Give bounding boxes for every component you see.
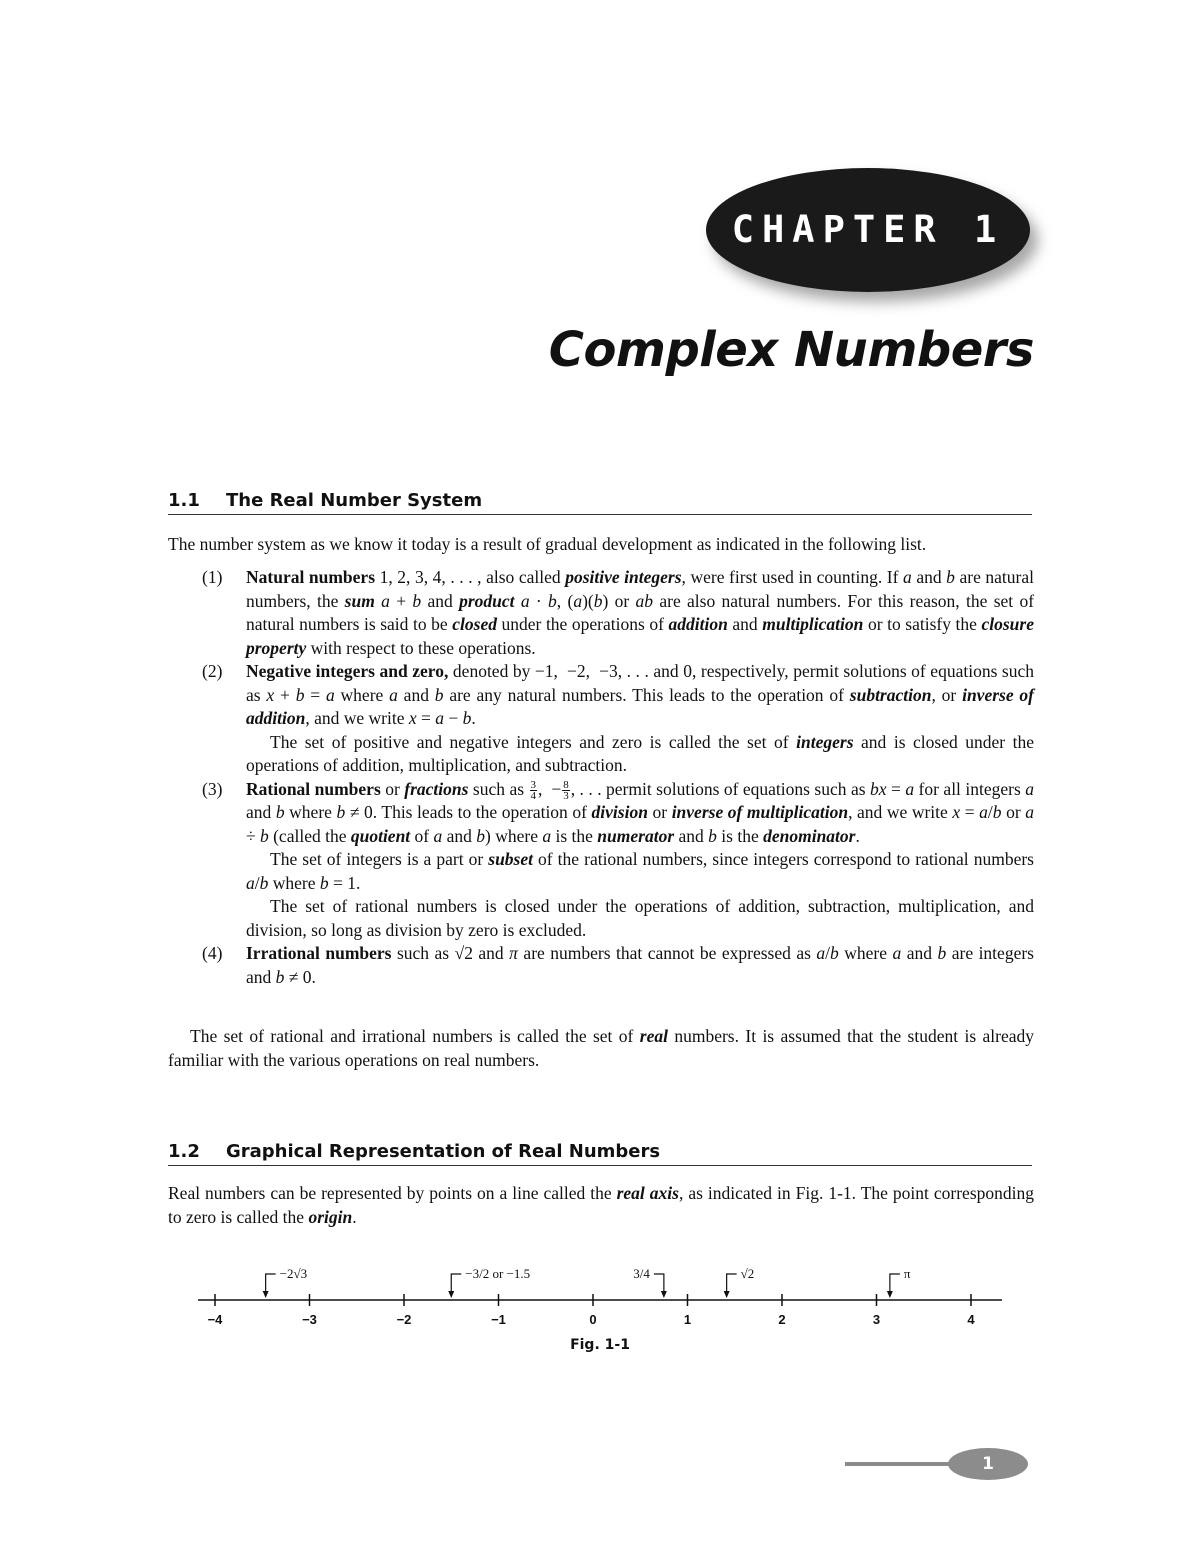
point-leader	[727, 1274, 737, 1292]
list-item-text: or fractions such as $\frac{3}{4}$ , − $\frac{8}{3}$ , . . . permit solutions of equations such as bx = a for all integers a and b where b ≠ 0. This leads to the operation of division or inverse of multiplication, and we write x = a/b or a ÷ b (called the quotient of a and b) where a is the numerator and b is the denominator.	[246, 778, 1035, 846]
list-item	[168, 566, 1034, 660]
chapter-badge	[706, 168, 1030, 292]
point-arrow	[263, 1291, 269, 1298]
section-1-1-heading	[168, 490, 1032, 515]
section-title: Graphical Representation of Real Numbers	[226, 1141, 661, 1162]
list-subparagraph: The set of rational numbers is closed under the operations of addition, subtraction, multiplication, and division, so long as division by zero is excluded.	[246, 896, 1034, 940]
point-label: π	[903, 1266, 911, 1281]
point-arrow	[661, 1291, 667, 1298]
tick-label: −2	[396, 1312, 412, 1327]
section-1-2-heading	[168, 1141, 1032, 1166]
list-item-text: 1, 2, 3, 4, . . . , also called positive integers, were first used in counting. If a and b are natural numbers, the sum a + b and product a · b, (a)(b) or ab are also natural numbers. For this reason, the set of natural numbers is said to be closed under the operations of addition and multiplication or to satisfy the closure property with respect to these operations.	[246, 567, 1035, 658]
list-item	[168, 778, 1034, 849]
point-arrow	[448, 1291, 454, 1298]
figure-caption: Fig. 1-1	[570, 1337, 630, 1353]
list-item	[168, 660, 1034, 731]
tick-label: 0	[589, 1312, 597, 1327]
point-leader	[266, 1274, 276, 1292]
page-number: 1	[982, 1454, 994, 1474]
page-number-badge	[948, 1448, 1028, 1480]
list-marker: (1)	[202, 567, 223, 587]
number-types-list	[168, 566, 1034, 989]
point-marker	[263, 1266, 307, 1298]
point-leader	[451, 1274, 461, 1292]
section-1-1-closing: The set of rational and irrational numbers is called the set of real numbers. It is assumed that the student is already familiar with the various operations on real numbers.	[168, 1026, 1034, 1070]
chapter-label: CHAPTER 1	[731, 208, 1005, 251]
point-label: √2	[740, 1266, 755, 1281]
list-subparagraph: The set of positive and negative integers and zero is called the set of integers and is closed under the operations of addition, multiplication, and subtraction.	[246, 731, 1035, 775]
point-marker	[724, 1266, 755, 1298]
section-title: The Real Number System	[226, 490, 483, 511]
chapter-title: Complex Numbers	[548, 322, 1034, 378]
section-number: 1.2	[168, 1141, 200, 1162]
list-item-text: denoted by −1, −2, −3, . . . and 0, respectively, permit solutions of equations such as x + b = a where a and b are any natural numbers. This leads to the operation of subtraction, or inverse of addition, and we write x = a − b.	[246, 661, 1034, 728]
list-item-text: such as √2 and π are numbers that cannot be expressed as a/b where a and b are integers and b ≠ 0.	[246, 943, 1034, 987]
list-subparagraph: The set of integers is a part or subset of the rational numbers, since integers correspond to rational numbers a/b where b = 1.	[246, 849, 1034, 893]
list-marker: (4)	[202, 943, 223, 963]
point-label: 3/4	[633, 1266, 650, 1281]
section-number: 1.1	[168, 490, 200, 511]
point-label: −3/2 or −1.5	[465, 1266, 531, 1281]
point-arrow	[724, 1291, 730, 1298]
point-marker	[887, 1266, 911, 1298]
list-marker: (2)	[202, 661, 223, 681]
list-item	[168, 942, 1034, 989]
section-1-2-text: Real numbers can be represented by points on a line called the real axis, as indicated in Fig. 1-1. The point corresponding to zero is called the origin.	[168, 1183, 1034, 1227]
tick-label: −1	[491, 1312, 506, 1327]
point-arrow	[887, 1291, 893, 1298]
tick-label: 3	[872, 1312, 881, 1327]
tick-label: 4	[967, 1312, 975, 1327]
tick-label: 1	[683, 1312, 692, 1327]
tick-label: −4	[207, 1312, 223, 1327]
point-leader	[890, 1274, 900, 1292]
list-term: Negative integers and zero,	[246, 661, 449, 681]
list-term: Irrational numbers	[246, 943, 392, 963]
list-term: Rational numbers	[246, 778, 381, 799]
section-1-1-intro: The number system as we know it today is a result of gradual development as indicated in the following list.	[168, 534, 927, 554]
tick-label: −3	[302, 1312, 317, 1327]
list-marker: (3)	[202, 778, 223, 799]
point-marker	[633, 1266, 667, 1298]
point-label: −2√3	[279, 1266, 308, 1281]
point-marker	[448, 1266, 530, 1298]
point-leader	[654, 1274, 664, 1292]
list-term: Natural numbers	[246, 567, 376, 587]
tick-label: 2	[778, 1312, 786, 1327]
